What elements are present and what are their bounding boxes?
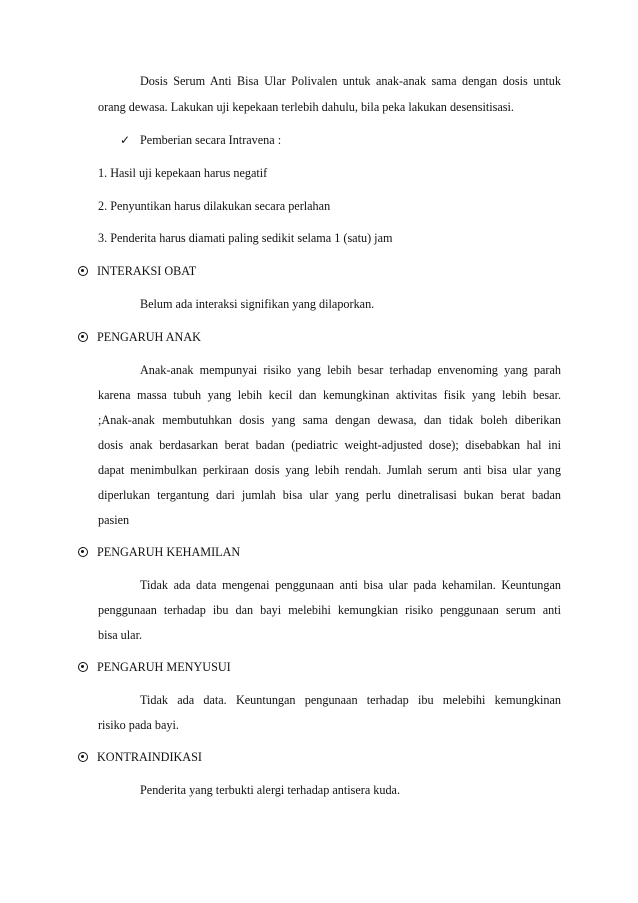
numbered-step: 3. Penderita harus diamati paling sedikit selama 1 (satu) jam [98,231,393,245]
section-text-line: karena massa tubuh yang lebih kecil dan kemungkinan aktivitas fisik yang lebih besar. [98,388,561,402]
section-heading-label: PENGARUH KEHAMILAN [97,545,241,559]
section-text-line: Tidak ada data. Keuntungan pengunaan terhadap ibu melebihi kemungkinan [140,693,561,707]
section-heading-label: INTERAKSI OBAT [97,264,197,278]
section-text-line: pasien [98,513,130,527]
section-heading-label: PENGARUH ANAK [97,330,201,344]
section-heading-pengaruh-anak [78,330,201,345]
section-text-line: risiko pada bayi. [98,718,179,732]
circle-bullet-icon [78,332,88,342]
section-heading-pengaruh-kehamilan [78,545,240,560]
checkmark-item-label: Pemberian secara Intravena : [140,133,282,147]
section-text-line: diperlukan tergantung dari jumlah bisa ular yang perlu dinetralisasi bukan berat badan [98,488,561,502]
section-heading-interaksi-obat [78,264,196,279]
section-text-line: dapat menimbulkan perkiraan dosis yang lebih rendah. Jumlah serum anti bisa ular yang [98,463,561,477]
checkmark-icon: ✓ [120,133,131,147]
section-text-line: Tidak ada data mengenai penggunaan anti bisa ular pada kehamilan. Keuntungan [140,578,561,592]
section-text-line: Penderita yang terbukti alergi terhadap antisera kuda. [140,783,401,797]
section-text-line: bisa ular. [98,628,143,642]
circle-bullet-icon [78,266,88,276]
section-text-line: Belum ada interaksi signifikan yang dilaporkan. [140,297,375,311]
section-text-line: dosis anak berdasarkan berat badan (pediatric weight-adjusted dose); disebabkan hal ini [98,438,561,452]
section-text-line: Anak-anak mempunyai risiko yang lebih besar terhadap envenoming yang parah [140,363,561,377]
intro-paragraph-line: orang dewasa. Lakukan uji kepekaan terlebih dahulu, bila peka lakukan desensitisasi. [98,100,514,114]
section-heading-kontraindikasi [78,750,202,765]
circle-bullet-icon [78,752,88,762]
circle-bullet-icon [78,662,88,672]
section-heading-label: KONTRAINDIKASI [97,750,202,764]
checkmark-list-item [120,133,281,148]
section-heading-label: PENGARUH MENYUSUI [97,660,231,674]
numbered-step: 2. Penyuntikan harus dilakukan secara perlahan [98,199,331,213]
section-text-line: penggunaan terhadap ibu dan bayi melebihi kemungkian risiko penggunaan serum anti [98,603,561,617]
section-text-line: ;Anak-anak membutuhkan dosis yang sama dengan dewasa, dan tidak boleh diberikan [98,413,561,427]
circle-bullet-icon [78,547,88,557]
section-heading-pengaruh-menyusui [78,660,231,675]
numbered-step: 1. Hasil uji kepekaan harus negatif [98,166,268,180]
intro-paragraph-line: Dosis Serum Anti Bisa Ular Polivalen untuk anak-anak sama dengan dosis untuk [140,74,561,88]
